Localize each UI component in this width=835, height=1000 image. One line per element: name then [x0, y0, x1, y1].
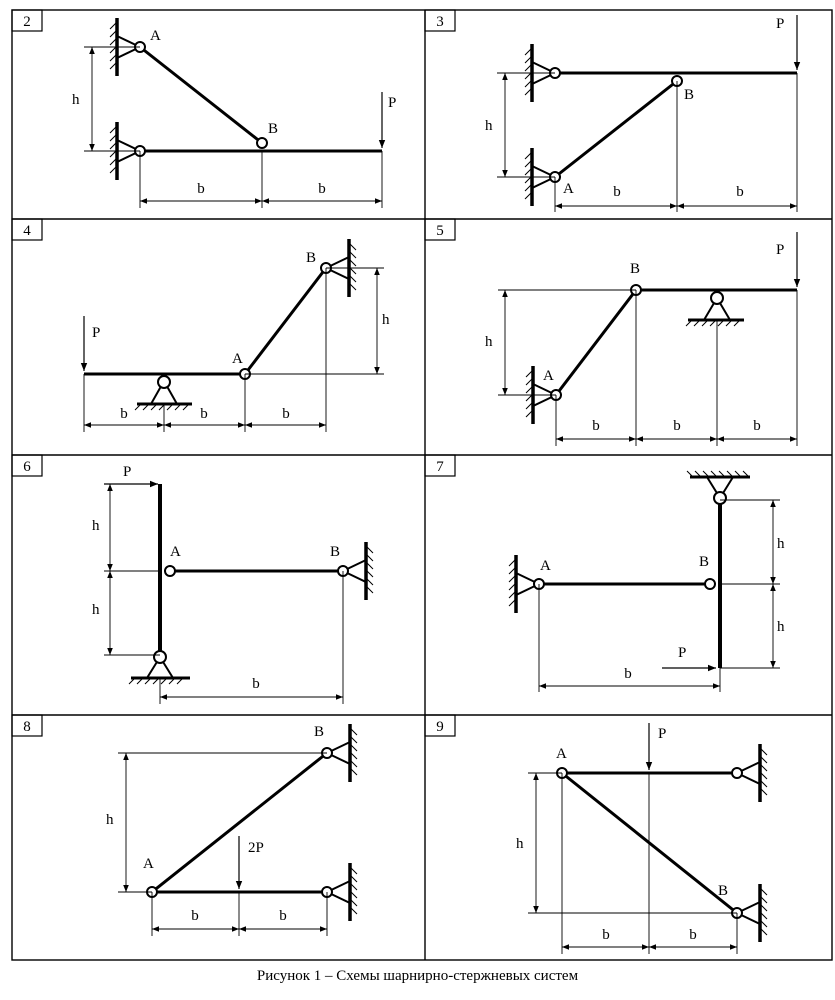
label-load: P	[678, 645, 687, 661]
dimension-lines	[104, 484, 343, 704]
label-b: b	[252, 676, 260, 692]
hinge-A	[165, 566, 175, 576]
label-B: B	[268, 121, 279, 137]
label-h: h	[106, 812, 114, 828]
label-b: b	[736, 184, 744, 200]
rod-A-B	[245, 268, 326, 374]
label-B: B	[684, 87, 695, 103]
label-b: b	[191, 908, 199, 924]
panel-2	[12, 10, 396, 208]
panel-number: 6	[23, 459, 31, 475]
label-h: h	[516, 836, 524, 852]
label-b: b	[592, 418, 600, 434]
label-b: b	[200, 406, 208, 422]
label-B: B	[306, 250, 317, 266]
label-h: h	[777, 619, 785, 635]
panel-5	[425, 219, 797, 446]
label-b: b	[120, 406, 128, 422]
rod-A-B	[556, 290, 636, 395]
rod-A-B	[562, 773, 737, 913]
label-B: B	[330, 544, 341, 560]
label-A: A	[563, 181, 574, 197]
rod-A-B	[140, 47, 262, 143]
label-A: A	[543, 368, 554, 384]
label-h: h	[485, 334, 493, 350]
label-load: P	[776, 242, 785, 258]
label-h: h	[92, 602, 100, 618]
dimension-lines	[497, 73, 797, 212]
label-A: A	[556, 746, 567, 762]
panel-number: 9	[436, 719, 444, 735]
hinge-support	[732, 768, 742, 778]
panel-number: 3	[436, 14, 444, 30]
panel-number: 2	[23, 14, 31, 30]
label-load: P	[92, 325, 101, 341]
panel-8	[12, 715, 357, 936]
rod-A-B	[555, 81, 677, 177]
label-load: P	[388, 95, 397, 111]
label-h: h	[92, 518, 100, 534]
label-B: B	[699, 554, 710, 570]
label-h: h	[72, 92, 80, 108]
panel-4	[12, 219, 390, 432]
label-h: h	[382, 312, 390, 328]
label-B: B	[718, 883, 729, 899]
panel-9	[425, 715, 767, 954]
label-b: b	[602, 927, 610, 943]
dimension-lines	[528, 773, 737, 954]
label-load: P	[776, 16, 785, 32]
panel-7	[425, 455, 785, 692]
hinge-B	[257, 138, 267, 148]
label-load: P	[123, 464, 132, 480]
panel-3	[425, 10, 797, 212]
panel-number: 4	[23, 223, 31, 239]
label-A: A	[540, 558, 551, 574]
dimension-lines	[539, 500, 780, 692]
panel-6	[12, 455, 373, 704]
panel-number: 8	[23, 719, 31, 735]
label-b: b	[279, 908, 287, 924]
label-b: b	[689, 927, 697, 943]
label-load: P	[658, 726, 667, 742]
hinge-B	[705, 579, 715, 589]
panel-number: 7	[436, 459, 444, 475]
label-b: b	[624, 666, 632, 682]
label-h: h	[485, 118, 493, 134]
label-b: b	[197, 181, 205, 197]
label-load: 2P	[248, 840, 264, 856]
hinge-support	[154, 651, 166, 663]
hinge-support	[714, 492, 726, 504]
label-b: b	[753, 418, 761, 434]
label-b: b	[282, 406, 290, 422]
label-b: b	[613, 184, 621, 200]
label-h: h	[777, 536, 785, 552]
label-B: B	[314, 724, 325, 740]
dimension-lines	[118, 753, 327, 936]
label-b: b	[673, 418, 681, 434]
label-A: A	[170, 544, 181, 560]
hinge-support	[711, 292, 723, 304]
label-B: B	[630, 261, 641, 277]
label-A: A	[150, 28, 161, 44]
hinge-support	[158, 376, 170, 388]
figure-caption: Рисунок 1 – Схемы шарнирно-стержневых систем	[256, 968, 579, 984]
dimension-lines	[84, 268, 384, 432]
label-b: b	[318, 181, 326, 197]
label-A: A	[232, 351, 243, 367]
panel-number: 5	[436, 223, 444, 239]
dimension-lines	[84, 47, 382, 208]
label-A: A	[143, 856, 154, 872]
